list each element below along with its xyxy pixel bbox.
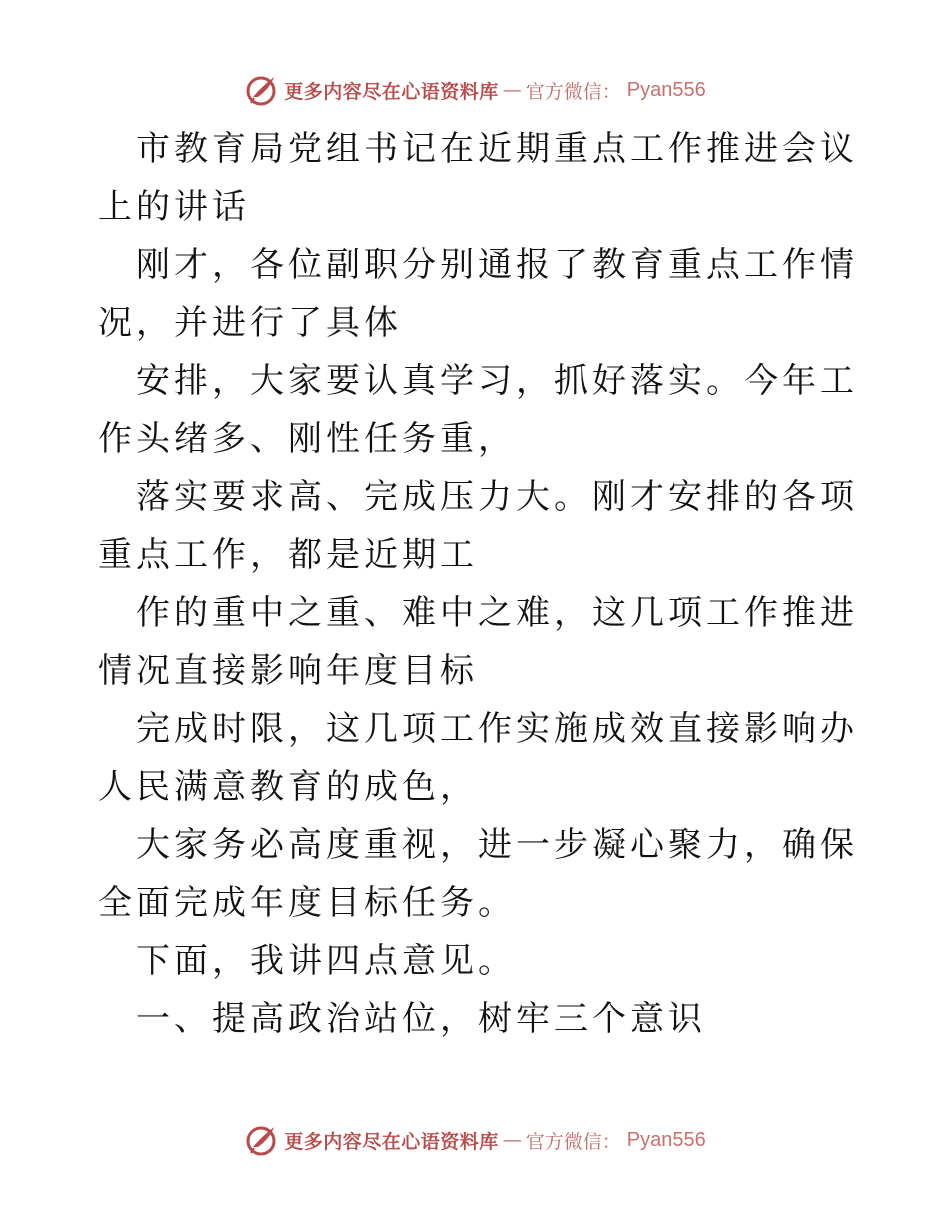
paragraph-title: 市教育局党组书记在近期重点工作推进会议上的讲话: [98, 129, 858, 227]
header-banner: [0, 70, 950, 110]
banner-wechat-label: 官方微信：: [525, 1130, 621, 1153]
banner-wechat-id: Pyan556: [626, 78, 706, 101]
quill-seal-icon: [244, 73, 278, 107]
paragraph: 刚才，各位副职分别通报了教育重点工作情况，并进行了具体: [98, 245, 858, 343]
section-heading: 一、提高政治站位，树牢三个意识: [136, 999, 706, 1039]
paragraph: 安排，大家要认真学习，抓好落实。今年工作头绪多、刚性任务重，: [98, 361, 858, 459]
paragraph: 作的重中之重、难中之难，这几项工作推进情况直接影响年度目标: [98, 593, 858, 691]
paragraph: 落实要求高、完成压力大。刚才安排的各项重点工作，都是近期工: [98, 477, 858, 575]
banner-wechat-id: Pyan556: [626, 1128, 706, 1151]
banner-separator: —: [502, 79, 522, 101]
banner-separator: —: [502, 1129, 522, 1151]
paragraph: 大家务必高度重视，进一步凝心聚力，确保全面完成年度目标任务。: [98, 825, 858, 923]
document-body: [98, 120, 858, 1048]
quill-seal-icon: [244, 1123, 278, 1157]
banner-brand: 更多内容尽在心语资料库: [284, 80, 499, 103]
banner-wechat-label: 官方微信：: [525, 80, 621, 103]
paragraph: 下面，我讲四点意见。: [136, 941, 516, 981]
paragraph: 完成时限，这几项工作实施成效直接影响办人民满意教育的成色，: [98, 709, 858, 807]
banner-brand: 更多内容尽在心语资料库: [284, 1130, 499, 1153]
footer-banner: [0, 1120, 950, 1160]
